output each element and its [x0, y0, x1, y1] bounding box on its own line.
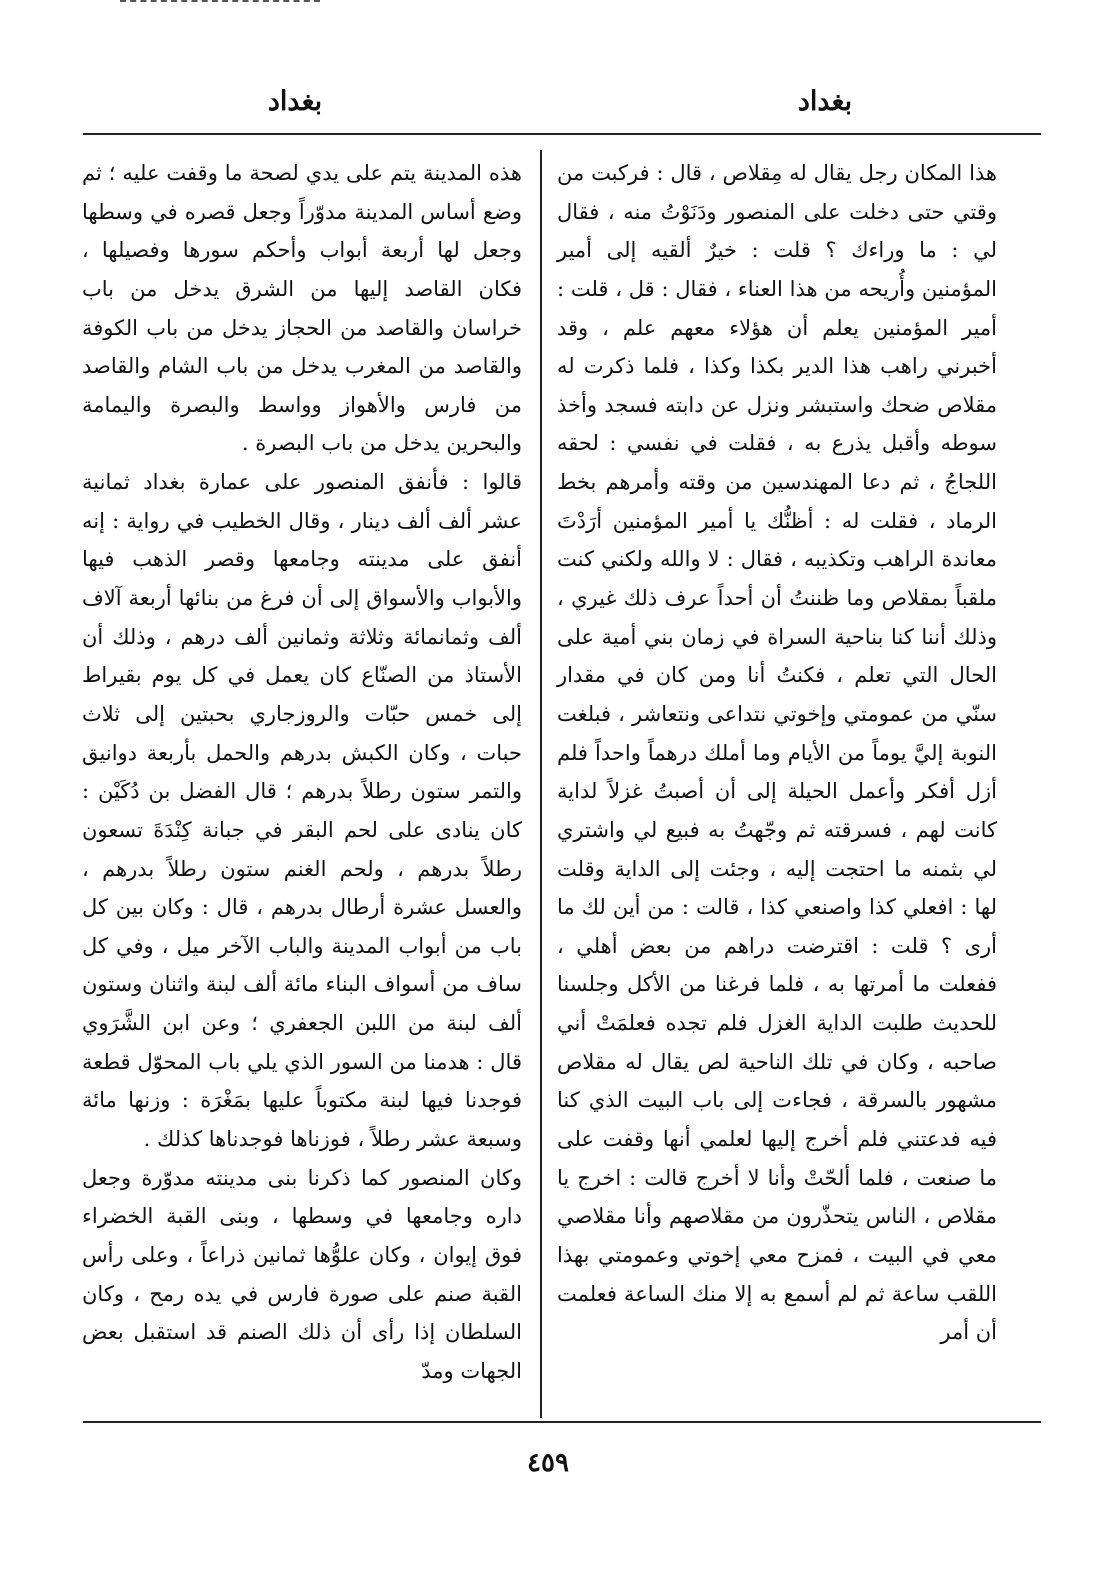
- footer-rule: [83, 1421, 1041, 1423]
- paragraph: وكان المنصور كما ذكرنا بنى مدينته مدوّرة وجعل داره وجامعها في وسطها ، وبنى القبة الخضراء فوق إيوان ، وكان علوُّها ثمانين ذراعاً ، وعلى رأس القبة صنم على صورة فارس في يده رمح ، وكان السلطان إذا رأى أن ذلك الصنم قد استقبل بعض الجهات ومدّ: [82, 1165, 522, 1383]
- column-divider: [540, 150, 542, 1418]
- paragraph: هذه المدينة يتم على يدي لصحة ما وقفت عليه ؛ ثم وضع أساس المدينة مدوّراً وجعل قصره في وسطها وجعل لها أربعة أبواب وأحكم سورها وفصيلها ، فكان القاصد إليها من الشرق يدخل من باب خراسان والقاصد من الحجاز يدخل من باب الكوفة والقاصد من المغرب يدخل من باب الشام والقاصد من فارس والأهواز وواسط والبصرة واليمامة والبحرين يدخل من باب البصرة .: [82, 161, 522, 456]
- paragraph: قالوا : فأنفق المنصور على عمارة بغداد ثمانية عشر ألف ألف دينار ، وقال الخطيب في رواية : إنه أنفق على مدينته وجامعها وقصر الذهب فيها والأبواب والأسواق إلى أن فرغ من بنائها أربعة آلاف ألف وثمانمائة وثلاثة وثمانين ألف درهم ، وذلك أن الأستاذ من الصنّاع كان يعمل في كل يوم بقيراط إلى خمس حبّات والروزجاري بحبتين إلى ثلاث حبات ، وكان الكبش بدرهم والحمل بأربعة دوانيق والتمر ستون رطلاً بدرهم ؛ قال الفضل بن دُكَيْن : كان ينادى على لحم البقر في جبانة كِنْدَةَ تسعون رطلاً بدرهم ، ولحم الغنم ستون رطلاً بدرهم ، والعسل عشرة أرطال بدرهم ، قال : وكان بين كل باب من أبواب المدينة والباب الآخر ميل ، وفي كل ساف من أسواف البناء مائة ألف لبنة واثنان وستون ألف لبنة من اللبن الجعفري ؛ وعن ابن الشَّرَوي قال : هدمنا من السور الذي يلي باب المحوّل قطعة فوجدنا فيها لبنة مكتوباً عليها بمَغْرَة : وزنها مائة وسبعة عشر رطلاً ، فوزناها فوجدناها كذلك .: [82, 470, 522, 1152]
- text-column-left: [82, 154, 522, 1391]
- running-header-right: بغداد: [797, 86, 853, 117]
- paragraph: هذا المكان رجل يقال له مِقلاص ، قال : فركبت من وقتي حتى دخلت على المنصور ودَنَوْتُ منه ، فقال لي : ما وراءك ؟ قلت : خيرٌ ألقيه إلى أمير المؤمنين وأُريحه من هذا العناء ، فقال : قل ، قلت : أمير المؤمنين يعلم أن هؤلاء معهم علم ، وقد أخبرني راهب هذا الدير بكذا وكذا ، فلما ذكرت له مقلاص ضحك واستبشر ونزل عن دابته فسجد وأخذ سوطه وأقبل يذرع به ، فقلت في نفسي : لحقه اللجاجُ ، ثم دعا المهندسين من وقته وأمرهم بخط الرماد ، فقلت له : أظنُّك يا أمير المؤمنين أرَدْتَ معاندة الراهب وتكذيبه ، فقال : لا والله ولكني كنت ملقباً بمقلاص وما ظننتُ أن أحداً عرف ذلك غيري ، وذلك أننا كنا بناحية السراة في زمان بني أمية على الحال التي تعلم ، فكنتُ أنا ومن كان في مقدار سنّي من عمومتي وإخوتي نتداعى ونتعاشر ، فبلغت النوبة إليَّ يوماً من الأيام وما أملك درهماً واحداً فلم أزل أفكر وأعمل الحيلة إلى أن أصبتُ غزلاً لداية كانت لهم ، فسرقته ثم وجّهتُ به فبيع لي واشتري لي بثمنه ما احتجت إليه ، وجئت إلى الداية وقلت لها : افعلي كذا واصنعي كذا ، قالت : من أين لك ما أرى ؟ قلت : اقترضت دراهم من بعض أهلي ، ففعلت ما أمرتها به ، فلما فرغنا من الأكل وجلسنا للحديث طلبت الداية الغزل فلم تجده فعلمَتْ أني صاحبه ، وكان في تلك الناحية لص يقال له مقلاص مشهور بالسرقة ، فجاءت إلى باب البيت الذي كنا فيه فدعتني فلم أخرج إليها لعلمي أنها وقفت على ما صنعت ، فلما ألحّتْ وأنا لا أخرج قالت : اخرج يا مقلاص ، الناس يتحذّرون من مقلاصهم وأنا مقلاصي معي في البيت ، فمزح معي إخوتي وعمومتي بهذا اللقب ساعة ثم لم أسمع به إلا منك الساعة فعلمت أن أمر: [557, 161, 997, 1345]
- text-column-right: [557, 154, 997, 1352]
- scan-edge-marks: [120, 0, 320, 2]
- header-rule: [83, 133, 1041, 135]
- running-header-left: بغداد: [267, 86, 323, 117]
- page-number: ٤٥٩: [527, 1448, 569, 1478]
